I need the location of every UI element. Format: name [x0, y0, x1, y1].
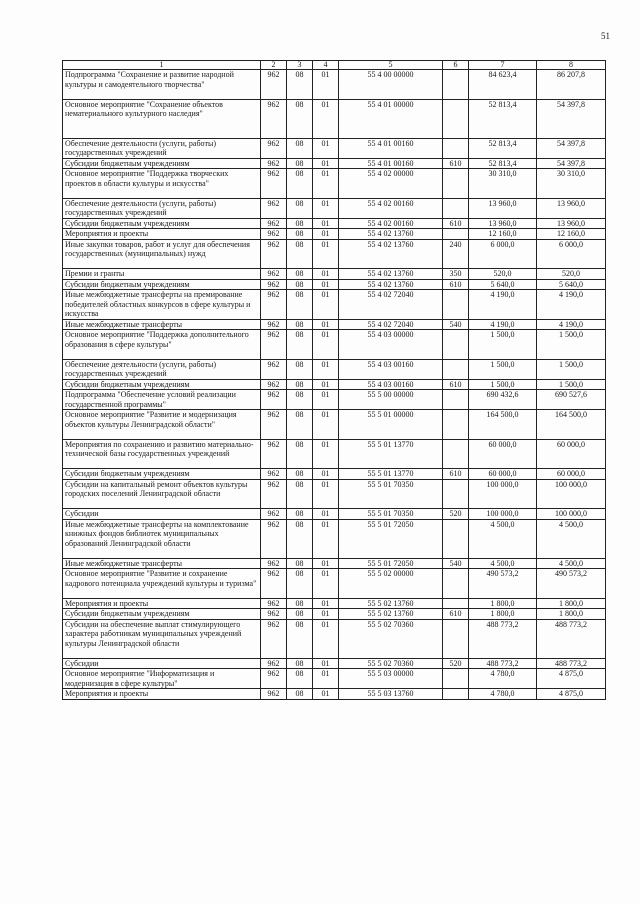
row-value-cell: 01 — [313, 569, 339, 599]
row-value-cell: 55 4 03 00160 — [339, 379, 443, 390]
row-value-cell: 08 — [287, 138, 313, 158]
column-header: 8 — [537, 61, 606, 70]
row-value-cell: 690 432,6 — [469, 390, 537, 410]
row-value-cell: 13 960,0 — [537, 218, 606, 229]
row-value-cell: 350 — [443, 269, 469, 280]
row-value-cell: 52 813,4 — [469, 99, 537, 138]
row-value-cell: 08 — [287, 319, 313, 330]
row-name-cell: Обеспечение деятельности (услуги, работы) государственных учреждений — [63, 359, 261, 379]
row-value-cell: 962 — [261, 359, 287, 379]
row-value-cell: 962 — [261, 138, 287, 158]
row-value-cell: 55 5 01 72050 — [339, 519, 443, 558]
row-value-cell: 962 — [261, 509, 287, 520]
row-value-cell: 540 — [443, 558, 469, 569]
table-row — [63, 619, 606, 658]
row-value-cell: 08 — [287, 469, 313, 480]
row-value-cell: 962 — [261, 669, 287, 689]
row-value-cell: 5 640,0 — [469, 279, 537, 290]
row-value-cell: 4 780,0 — [469, 689, 537, 700]
row-value-cell: 962 — [261, 479, 287, 509]
row-name-cell: Иные закупки товаров, работ и услуг для обеспечения государственных (муниципальных) нужд — [63, 239, 261, 269]
row-value-cell: 01 — [313, 158, 339, 169]
row-value-cell: 1 500,0 — [469, 359, 537, 379]
row-value-cell: 4 500,0 — [537, 519, 606, 558]
row-value-cell: 962 — [261, 519, 287, 558]
table-row — [63, 569, 606, 599]
table-row — [63, 689, 606, 700]
table-row — [63, 99, 606, 138]
row-name-cell: Мероприятия и проекты — [63, 229, 261, 240]
row-value-cell: 962 — [261, 658, 287, 669]
row-value-cell: 01 — [313, 290, 339, 320]
table-row — [63, 70, 606, 100]
row-value-cell: 01 — [313, 519, 339, 558]
row-value-cell: 60 000,0 — [537, 469, 606, 480]
row-value-cell: 4 875,0 — [537, 689, 606, 700]
row-value-cell: 01 — [313, 689, 339, 700]
row-value-cell: 08 — [287, 658, 313, 669]
row-value-cell: 08 — [287, 198, 313, 218]
row-value-cell: 08 — [287, 239, 313, 269]
row-value-cell: 962 — [261, 689, 287, 700]
row-value-cell: 540 — [443, 319, 469, 330]
column-header: 5 — [339, 61, 443, 70]
row-value-cell: 1 800,0 — [469, 609, 537, 620]
row-value-cell: 962 — [261, 269, 287, 280]
row-value-cell — [443, 439, 469, 469]
row-value-cell: 01 — [313, 669, 339, 689]
row-value-cell: 100 000,0 — [537, 479, 606, 509]
row-value-cell: 55 4 02 13760 — [339, 279, 443, 290]
row-value-cell: 520 — [443, 658, 469, 669]
row-value-cell: 08 — [287, 509, 313, 520]
row-value-cell — [443, 198, 469, 218]
row-name-cell: Субсидии — [63, 509, 261, 520]
row-value-cell: 12 160,0 — [537, 229, 606, 240]
row-value-cell: 01 — [313, 229, 339, 240]
row-value-cell: 1 800,0 — [537, 598, 606, 609]
row-value-cell: 01 — [313, 319, 339, 330]
table-row — [63, 218, 606, 229]
table-row — [63, 279, 606, 290]
row-value-cell: 12 160,0 — [469, 229, 537, 240]
row-value-cell: 86 207,8 — [537, 70, 606, 100]
row-value-cell: 55 4 03 00160 — [339, 359, 443, 379]
row-value-cell: 08 — [287, 99, 313, 138]
row-value-cell: 100 000,0 — [469, 479, 537, 509]
row-name-cell: Обеспечение деятельности (услуги, работы) государственных учреждений — [63, 198, 261, 218]
row-value-cell — [443, 619, 469, 658]
row-value-cell: 55 5 01 13770 — [339, 469, 443, 480]
row-value-cell: 55 4 02 00000 — [339, 169, 443, 199]
row-value-cell: 4 500,0 — [469, 519, 537, 558]
row-value-cell: 962 — [261, 218, 287, 229]
row-value-cell: 962 — [261, 379, 287, 390]
row-value-cell — [443, 229, 469, 240]
row-value-cell: 4 500,0 — [469, 558, 537, 569]
table-row — [63, 290, 606, 320]
row-name-cell: Основное мероприятие "Развитие и сохранение кадрового потенциала учреждений культуры и туризма" — [63, 569, 261, 599]
row-value-cell: 55 5 00 00000 — [339, 390, 443, 410]
row-value-cell: 55 4 02 00160 — [339, 218, 443, 229]
row-value-cell: 08 — [287, 569, 313, 599]
row-name-cell: Обеспечение деятельности (услуги, работы) государственных учреждений — [63, 138, 261, 158]
table-header-row — [63, 61, 606, 70]
row-value-cell: 55 5 01 70350 — [339, 479, 443, 509]
row-value-cell: 55 4 02 00160 — [339, 198, 443, 218]
row-value-cell: 4 875,0 — [537, 669, 606, 689]
row-value-cell — [443, 290, 469, 320]
row-name-cell: Основное мероприятие "Поддержка творческих проектов в области культуры и искусства" — [63, 169, 261, 199]
row-value-cell: 1 500,0 — [537, 359, 606, 379]
table-row — [63, 169, 606, 199]
row-value-cell: 610 — [443, 379, 469, 390]
table-row — [63, 390, 606, 410]
row-value-cell: 08 — [287, 279, 313, 290]
row-name-cell: Иные межбюджетные трансферты — [63, 558, 261, 569]
row-value-cell — [443, 99, 469, 138]
row-value-cell — [443, 359, 469, 379]
row-value-cell: 6 000,0 — [469, 239, 537, 269]
row-value-cell: 520,0 — [469, 269, 537, 280]
row-name-cell: Субсидии бюджетным учреждениям — [63, 609, 261, 620]
row-value-cell: 60 000,0 — [469, 469, 537, 480]
row-value-cell: 962 — [261, 609, 287, 620]
row-value-cell: 08 — [287, 689, 313, 700]
row-value-cell: 30 310,0 — [469, 169, 537, 199]
row-value-cell: 08 — [287, 290, 313, 320]
row-value-cell: 55 4 00 00000 — [339, 70, 443, 100]
row-value-cell: 01 — [313, 558, 339, 569]
row-name-cell: Субсидии бюджетным учреждениям — [63, 218, 261, 229]
row-value-cell — [443, 70, 469, 100]
row-name-cell: Мероприятия и проекты — [63, 689, 261, 700]
row-value-cell: 54 397,8 — [537, 138, 606, 158]
row-value-cell: 01 — [313, 509, 339, 520]
row-value-cell: 1 500,0 — [469, 379, 537, 390]
row-name-cell: Основное мероприятие "Развитие и модернизация объектов культуры Ленинградской области" — [63, 410, 261, 440]
row-value-cell: 30 310,0 — [537, 169, 606, 199]
row-value-cell: 08 — [287, 558, 313, 569]
row-value-cell: 01 — [313, 138, 339, 158]
row-value-cell: 08 — [287, 158, 313, 169]
row-value-cell: 55 5 02 13760 — [339, 609, 443, 620]
column-header: 1 — [63, 61, 261, 70]
row-value-cell: 55 4 02 72040 — [339, 290, 443, 320]
row-value-cell: 962 — [261, 239, 287, 269]
row-value-cell: 164 500,0 — [469, 410, 537, 440]
row-value-cell: 962 — [261, 70, 287, 100]
row-value-cell: 55 5 02 70360 — [339, 619, 443, 658]
row-value-cell: 13 960,0 — [537, 198, 606, 218]
row-value-cell: 08 — [287, 330, 313, 360]
row-value-cell: 01 — [313, 479, 339, 509]
row-value-cell — [443, 390, 469, 410]
row-value-cell: 6 000,0 — [537, 239, 606, 269]
row-value-cell: 01 — [313, 330, 339, 360]
row-value-cell — [443, 479, 469, 509]
row-value-cell: 08 — [287, 439, 313, 469]
row-value-cell: 55 5 03 13760 — [339, 689, 443, 700]
row-value-cell: 01 — [313, 239, 339, 269]
column-header: 2 — [261, 61, 287, 70]
row-value-cell: 01 — [313, 99, 339, 138]
row-value-cell: 962 — [261, 99, 287, 138]
row-value-cell — [443, 669, 469, 689]
row-value-cell: 01 — [313, 609, 339, 620]
row-value-cell: 100 000,0 — [469, 509, 537, 520]
table-row — [63, 609, 606, 620]
row-value-cell: 08 — [287, 479, 313, 509]
row-name-cell: Субсидии бюджетным учреждениям — [63, 279, 261, 290]
table-row — [63, 439, 606, 469]
row-value-cell: 08 — [287, 669, 313, 689]
row-value-cell: 55 4 03 00000 — [339, 330, 443, 360]
row-value-cell: 01 — [313, 619, 339, 658]
row-value-cell: 08 — [287, 218, 313, 229]
row-name-cell: Подпрограмма "Обеспечение условий реализации государственной программы" — [63, 390, 261, 410]
row-value-cell: 962 — [261, 229, 287, 240]
budget-table — [62, 60, 606, 700]
row-value-cell — [443, 330, 469, 360]
row-name-cell: Мероприятия и проекты — [63, 598, 261, 609]
table-row — [63, 519, 606, 558]
row-value-cell: 01 — [313, 359, 339, 379]
table-row — [63, 138, 606, 158]
row-value-cell: 962 — [261, 439, 287, 469]
row-value-cell: 01 — [313, 390, 339, 410]
row-value-cell: 610 — [443, 218, 469, 229]
row-value-cell: 240 — [443, 239, 469, 269]
row-value-cell: 5 640,0 — [537, 279, 606, 290]
row-value-cell: 1 500,0 — [537, 379, 606, 390]
row-value-cell: 13 960,0 — [469, 198, 537, 218]
row-value-cell: 4 190,0 — [469, 319, 537, 330]
row-name-cell: Субсидии бюджетным учреждениям — [63, 379, 261, 390]
row-value-cell: 55 4 01 00160 — [339, 138, 443, 158]
page-number: 51 — [601, 31, 610, 41]
row-name-cell: Иные межбюджетные трансферты — [63, 319, 261, 330]
table-row — [63, 669, 606, 689]
row-value-cell — [443, 689, 469, 700]
row-value-cell: 962 — [261, 598, 287, 609]
column-header: 4 — [313, 61, 339, 70]
row-value-cell: 610 — [443, 469, 469, 480]
row-value-cell: 164 500,0 — [537, 410, 606, 440]
row-value-cell: 08 — [287, 229, 313, 240]
row-value-cell: 08 — [287, 269, 313, 280]
row-name-cell: Иные межбюджетные трансферты на комплектование книжных фондов библиотек муниципальных образований Ленинградской области — [63, 519, 261, 558]
row-value-cell: 55 4 02 13760 — [339, 239, 443, 269]
table-row — [63, 319, 606, 330]
row-value-cell: 55 4 01 00000 — [339, 99, 443, 138]
row-value-cell: 01 — [313, 70, 339, 100]
row-value-cell — [443, 598, 469, 609]
row-name-cell: Субсидии бюджетным учреждениям — [63, 158, 261, 169]
table-row — [63, 469, 606, 480]
row-value-cell: 962 — [261, 279, 287, 290]
row-value-cell: 4 500,0 — [537, 558, 606, 569]
column-header: 7 — [469, 61, 537, 70]
row-value-cell: 1 800,0 — [537, 609, 606, 620]
row-value-cell: 55 5 01 70350 — [339, 509, 443, 520]
row-value-cell: 08 — [287, 619, 313, 658]
row-value-cell: 520,0 — [537, 269, 606, 280]
row-value-cell: 962 — [261, 390, 287, 410]
row-value-cell: 01 — [313, 379, 339, 390]
row-value-cell: 08 — [287, 598, 313, 609]
row-value-cell: 962 — [261, 319, 287, 330]
row-value-cell: 08 — [287, 519, 313, 558]
row-value-cell: 690 527,6 — [537, 390, 606, 410]
column-header: 6 — [443, 61, 469, 70]
row-value-cell: 55 5 01 00000 — [339, 410, 443, 440]
table-row — [63, 198, 606, 218]
row-value-cell: 55 5 01 72050 — [339, 558, 443, 569]
row-value-cell: 84 623,4 — [469, 70, 537, 100]
row-value-cell: 55 4 02 13760 — [339, 269, 443, 280]
row-value-cell: 4 190,0 — [469, 290, 537, 320]
row-name-cell: Субсидии — [63, 658, 261, 669]
row-value-cell: 962 — [261, 198, 287, 218]
row-value-cell: 08 — [287, 70, 313, 100]
row-value-cell: 01 — [313, 598, 339, 609]
row-value-cell: 4 780,0 — [469, 669, 537, 689]
row-value-cell: 962 — [261, 169, 287, 199]
row-value-cell: 488 773,2 — [537, 619, 606, 658]
row-value-cell: 08 — [287, 609, 313, 620]
row-value-cell — [443, 569, 469, 599]
row-name-cell: Основное мероприятие "Сохранение объектов нематериального культурного наследия" — [63, 99, 261, 138]
row-name-cell: Мероприятия по сохранению и развитию материально-технической базы государственных учреждений — [63, 439, 261, 469]
row-value-cell: 60 000,0 — [469, 439, 537, 469]
column-header: 3 — [287, 61, 313, 70]
row-value-cell: 962 — [261, 558, 287, 569]
row-value-cell: 55 4 01 00160 — [339, 158, 443, 169]
row-value-cell: 610 — [443, 609, 469, 620]
row-name-cell: Основное мероприятие "Поддержка дополнительного образования в сфере культуры" — [63, 330, 261, 360]
row-value-cell: 01 — [313, 469, 339, 480]
row-value-cell: 490 573,2 — [537, 569, 606, 599]
row-value-cell: 610 — [443, 279, 469, 290]
row-value-cell: 55 5 02 00000 — [339, 569, 443, 599]
table-row — [63, 509, 606, 520]
row-value-cell: 54 397,8 — [537, 158, 606, 169]
row-value-cell: 08 — [287, 359, 313, 379]
row-value-cell: 01 — [313, 658, 339, 669]
row-value-cell: 55 5 03 00000 — [339, 669, 443, 689]
row-value-cell: 55 5 01 13770 — [339, 439, 443, 469]
row-name-cell: Субсидии бюджетным учреждениям — [63, 469, 261, 480]
row-value-cell: 01 — [313, 218, 339, 229]
row-value-cell: 54 397,8 — [537, 99, 606, 138]
row-value-cell: 55 5 02 70360 — [339, 658, 443, 669]
row-value-cell: 100 000,0 — [537, 509, 606, 520]
row-value-cell: 08 — [287, 169, 313, 199]
table-row — [63, 658, 606, 669]
row-value-cell: 962 — [261, 569, 287, 599]
row-value-cell: 962 — [261, 330, 287, 360]
row-value-cell: 488 773,2 — [537, 658, 606, 669]
row-value-cell: 610 — [443, 158, 469, 169]
row-value-cell: 13 960,0 — [469, 218, 537, 229]
table-row — [63, 330, 606, 360]
row-value-cell: 1 500,0 — [537, 330, 606, 360]
row-value-cell: 1 500,0 — [469, 330, 537, 360]
row-value-cell: 962 — [261, 619, 287, 658]
row-value-cell: 962 — [261, 410, 287, 440]
table-row — [63, 598, 606, 609]
row-name-cell: Иные межбюджетные трансферты на премирование победителей областных конкурсов в сфере культуры и искусства — [63, 290, 261, 320]
table-row — [63, 410, 606, 440]
row-value-cell: 52 813,4 — [469, 158, 537, 169]
row-value-cell: 01 — [313, 439, 339, 469]
row-value-cell — [443, 410, 469, 440]
row-value-cell: 4 190,0 — [537, 290, 606, 320]
row-value-cell: 01 — [313, 410, 339, 440]
row-value-cell: 488 773,2 — [469, 619, 537, 658]
row-value-cell: 962 — [261, 469, 287, 480]
table-row — [63, 239, 606, 269]
row-value-cell: 08 — [287, 390, 313, 410]
table-row — [63, 359, 606, 379]
table-row — [63, 269, 606, 280]
row-value-cell: 1 800,0 — [469, 598, 537, 609]
row-name-cell: Основное мероприятие "Информатизация и модернизация в сфере культуры" — [63, 669, 261, 689]
row-name-cell: Премии и гранты — [63, 269, 261, 280]
row-value-cell: 520 — [443, 509, 469, 520]
row-value-cell: 962 — [261, 158, 287, 169]
row-value-cell: 4 190,0 — [537, 319, 606, 330]
row-value-cell — [443, 519, 469, 558]
table-row — [63, 479, 606, 509]
row-value-cell — [443, 138, 469, 158]
row-name-cell: Подпрограмма "Сохранение и развитие народной культуры и самодеятельного творчества" — [63, 70, 261, 100]
row-value-cell — [443, 169, 469, 199]
row-value-cell: 01 — [313, 269, 339, 280]
table-row — [63, 558, 606, 569]
table-row — [63, 158, 606, 169]
row-value-cell: 01 — [313, 279, 339, 290]
row-value-cell: 488 773,2 — [469, 658, 537, 669]
row-value-cell: 52 813,4 — [469, 138, 537, 158]
row-name-cell: Субсидии на обеспечение выплат стимулирующего характера работникам муниципальных учреждений культуры Ленинградской области — [63, 619, 261, 658]
row-value-cell: 55 4 02 13760 — [339, 229, 443, 240]
row-name-cell: Субсидии на капитальный ремонт объектов культуры городских поселений Ленинградской области — [63, 479, 261, 509]
row-value-cell: 08 — [287, 410, 313, 440]
row-value-cell: 08 — [287, 379, 313, 390]
row-value-cell: 962 — [261, 290, 287, 320]
table-row — [63, 229, 606, 240]
row-value-cell: 01 — [313, 169, 339, 199]
row-value-cell: 490 573,2 — [469, 569, 537, 599]
table-row — [63, 379, 606, 390]
row-value-cell: 55 4 02 72040 — [339, 319, 443, 330]
row-value-cell: 55 5 02 13760 — [339, 598, 443, 609]
row-value-cell: 01 — [313, 198, 339, 218]
row-value-cell: 60 000,0 — [537, 439, 606, 469]
